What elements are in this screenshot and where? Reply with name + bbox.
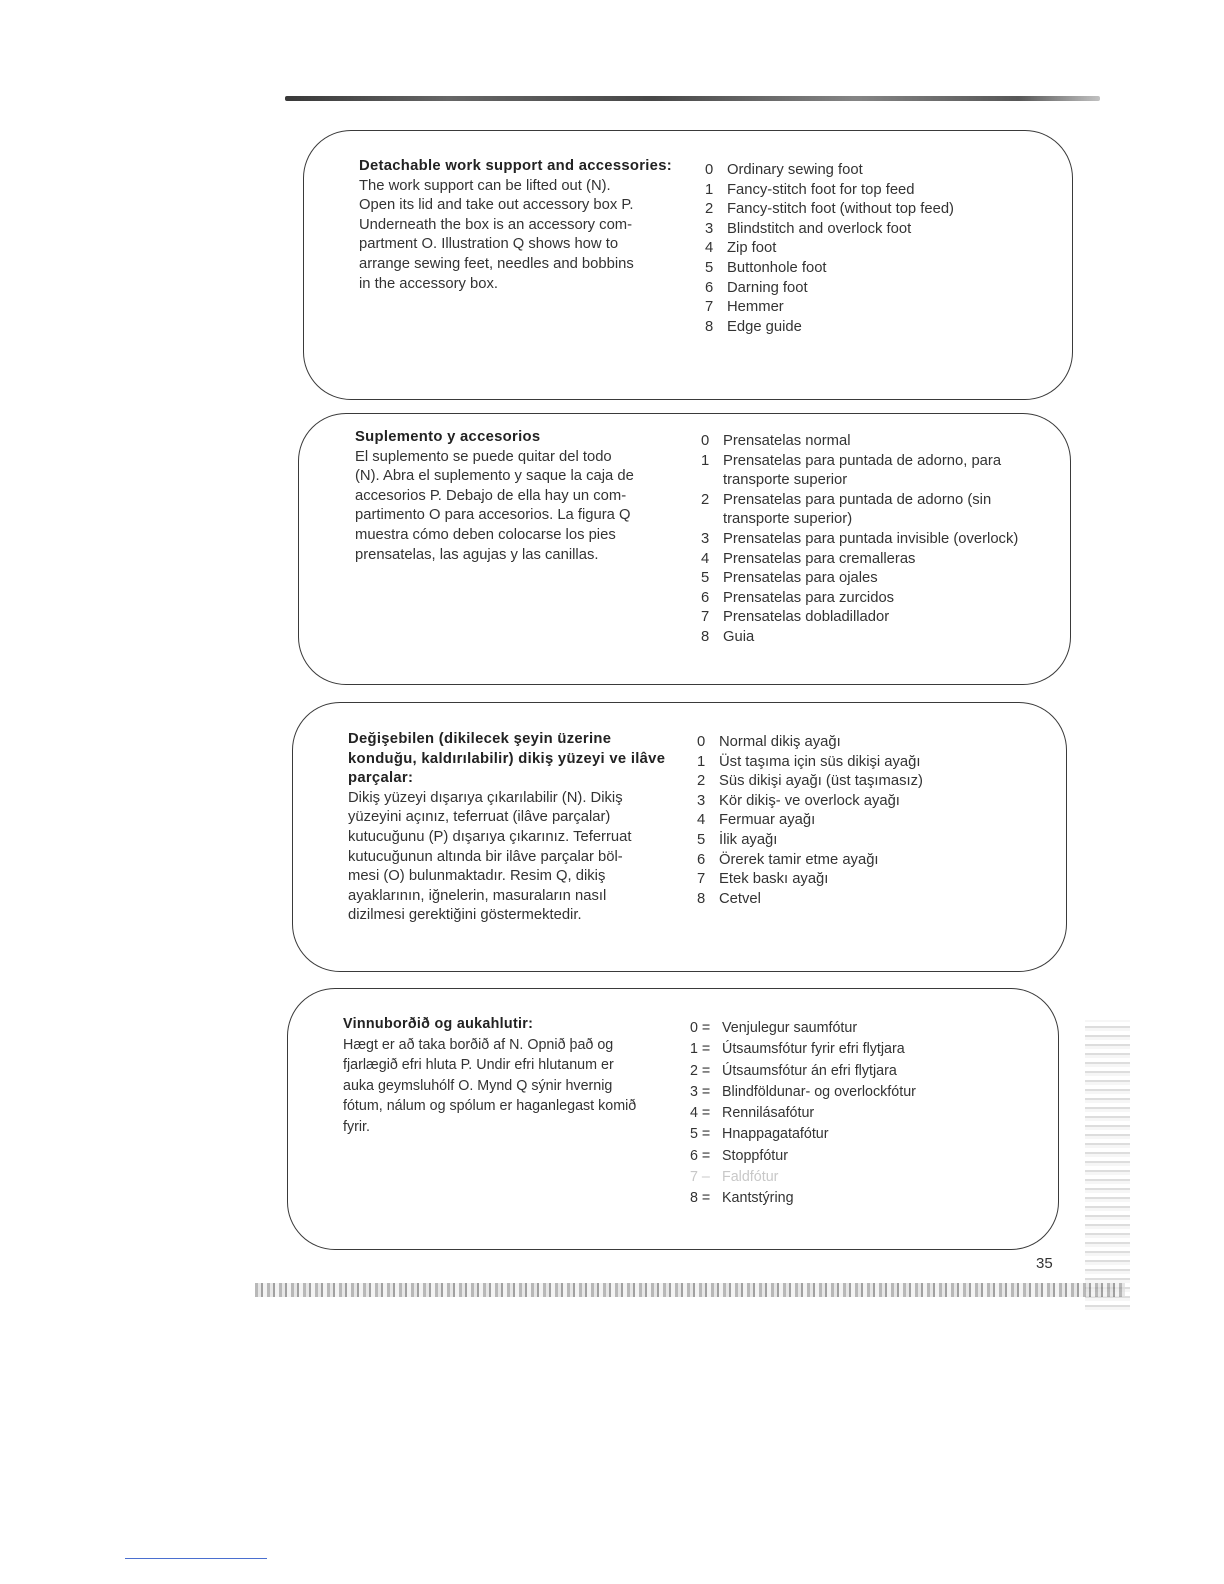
section-heading: Suplemento y accesorios [355, 429, 541, 445]
section-heading: Detachable work support and accessories: [359, 158, 672, 174]
list-item: 4 Zip foot [705, 240, 777, 257]
list-item: 3 Kör dikiş- ve overlock ayağı [697, 792, 900, 809]
scan-edge-bottom [255, 1283, 1125, 1297]
section-heading: Değişebilen (dikilecek şeyin üzerine konduğu, kaldırılabilir) dikiş yüzeyi ve ilâve parçalar: [348, 731, 666, 787]
list-item: 3 = Blindföldunar- og overlockfótur [690, 1083, 916, 1100]
list-item: 0 Normal dikiş ayağı [697, 734, 841, 750]
list-item: 7 Hemmer [705, 299, 784, 316]
list-item: 3 Blindstitch and overlock foot [705, 220, 912, 237]
list-item: 7 – Faldfótur [690, 1169, 779, 1186]
list-item: 2 Süs dikişi ayağı (üst taşımasız) [697, 773, 923, 790]
section-english-text [359, 157, 689, 294]
list-item: 1 Prensatelas para puntada de adorno, para transporte superior [701, 452, 1002, 489]
section-icelandic-text [343, 1014, 678, 1137]
scan-edge-top [285, 96, 1100, 101]
section-turkish-list [697, 733, 1027, 909]
list-item: 2 Prensatelas para puntada de adorno (sin transporte superior) [701, 491, 992, 528]
section-body: Dikiş yüzeyi dışarıya çıkarılabilir (N). Dikiş yüzeyini açınız, teferruat (ilâve parçalar) kutucuğunu (P) dışarıya çıkarınız. Teferruat kutucuğunun altında bir ilâve parçalar böl- mesi (O) bulunmaktadır. Resim Q, dikiş ayaklarının, iğnelerin, masuraların nasıl dizilmesi gerektiğini göstermektedir. [348, 789, 632, 924]
section-english-list [705, 161, 1035, 337]
section-body: El suplemento se puede quitar del todo (N). Abra el suplemento y saque la caja de accesorios P. Debajo de ella hay un com- partimento O para accesorios. La figura Q muestra cómo deben colocarse los pies prensatelas, las agujas y las canillas. [355, 448, 634, 563]
list-item: 5 Prensatelas para ojales [701, 570, 878, 587]
list-item: 7 Etek baskı ayağı [697, 871, 829, 888]
list-item: 6 Prensatelas para zurcidos [701, 589, 895, 606]
list-item: 8 = Kantstýring [690, 1190, 794, 1207]
section-heading: Vinnuborðið og aukahlutir: [343, 1016, 534, 1032]
section-spanish-text [355, 428, 690, 565]
list-item: 6 Örerek tamir etme ayağı [697, 851, 879, 868]
list-item: 6 = Stoppfótur [690, 1147, 788, 1164]
section-spanish-list [701, 432, 1031, 648]
list-item: 1 Fancy-stitch foot for top feed [705, 181, 915, 198]
list-item: 6 Darning foot [705, 279, 808, 296]
section-body: Hægt er að taka borðið af N. Opnið það og fjarlægið efri hluta P. Undir efri hlutanum er auka geymsluhólf O. Mynd Q sýnir hvernig fótum, nálum og spólum er haganlegast komið fyrir. [343, 1036, 637, 1135]
list-item: 1 Üst taşıma için süs dikişi ayağı [697, 753, 921, 770]
scan-edge-right [1085, 1020, 1130, 1310]
list-item: 2 Fancy-stitch foot (without top feed) [705, 201, 954, 218]
list-item: 5 İlik ayağı [697, 831, 778, 848]
list-item: 4 Fermuar ayağı [697, 812, 816, 829]
section-body: The work support can be lifted out (N). Open its lid and take out accessory box P. Underneath the box is an accessory com- partment O. Illustration Q shows how to arrange sewing feet, needles and bobbins in the accessory box. [359, 177, 634, 292]
list-item: 8 Edge guide [705, 318, 802, 335]
page-number: 35 [1036, 1255, 1053, 1272]
list-item: 8 Cetvel [697, 890, 761, 907]
list-item: 0 = Venjulegur saumfótur [690, 1020, 858, 1036]
section-icelandic-list [690, 1018, 1010, 1210]
list-item: 0 Ordinary sewing foot [705, 162, 863, 178]
section-turkish-text [348, 730, 683, 926]
list-item: 3 Prensatelas para puntada invisible (overlock) [701, 530, 1019, 547]
list-item: 2 = Útsaumsfótur án efri flytjara [690, 1062, 897, 1079]
list-item: 0 Prensatelas normal [701, 433, 851, 449]
list-item: 8 Guia [701, 628, 755, 645]
list-item: 1 = Útsaumsfótur fyrir efri flytjara [690, 1041, 905, 1058]
list-item: 4 = Rennilásafótur [690, 1105, 815, 1122]
list-item: 5 = Hnappagatafótur [690, 1126, 829, 1143]
footer-rule [125, 1558, 267, 1559]
list-item: 5 Buttonhole foot [705, 259, 827, 276]
list-item: 4 Prensatelas para cremalleras [701, 550, 916, 567]
list-item: 7 Prensatelas dobladillador [701, 609, 890, 626]
